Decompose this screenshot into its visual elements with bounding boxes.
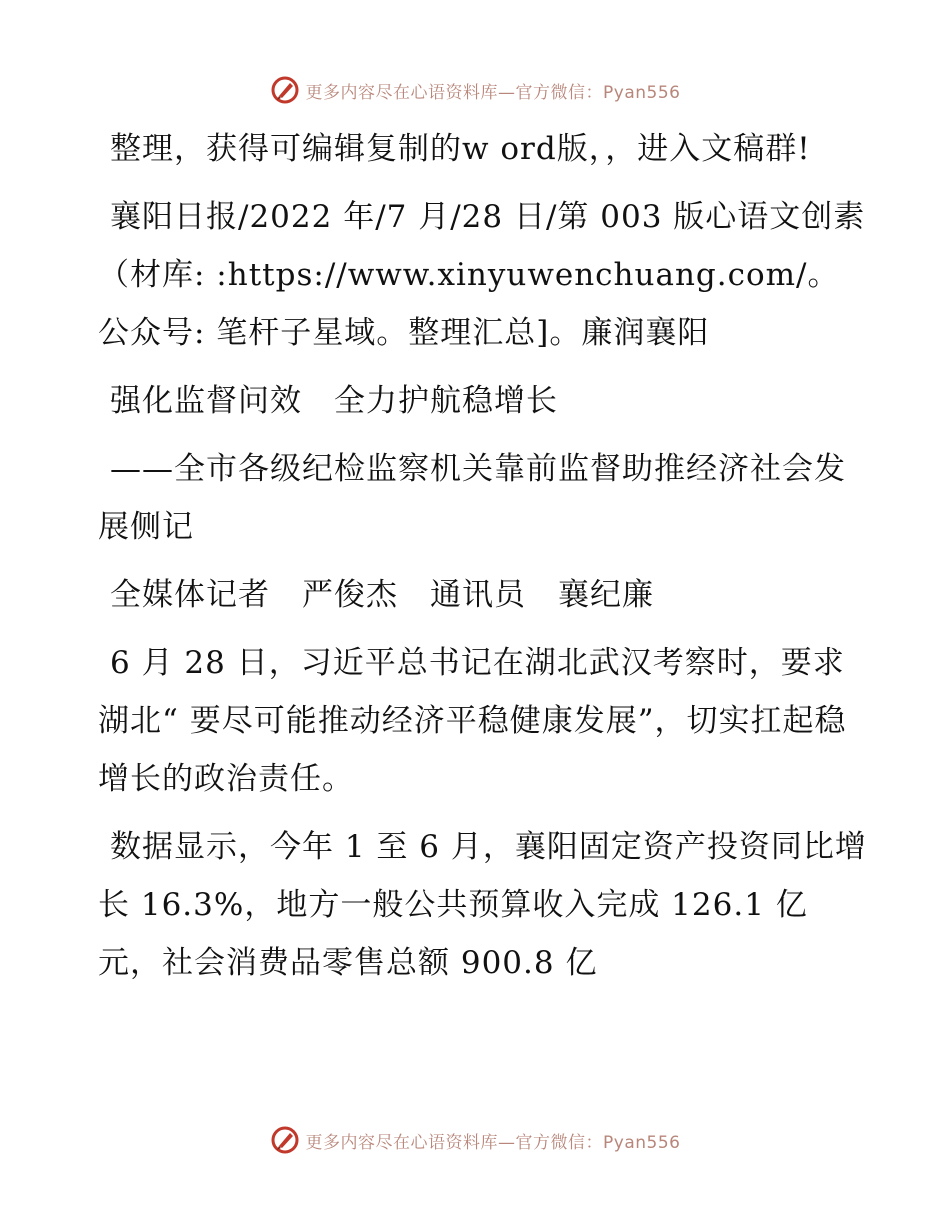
article-subtitle: ——全市各级纪检监察机关靠前监督助推经济社会发展侧记 [98,451,846,545]
footer-watermark [0,1120,950,1160]
pen-logo-icon [270,75,300,105]
paragraph-body-2: 数据显示，今年 1 至 6 月，襄阳固定资产投资同比增长 16.3%，地方一般公共预算收入完成 126.1 亿元，社会消费品零售总额 900.8 亿 [98,829,867,981]
header-watermark [0,70,950,110]
watermark-text: 更多内容尽在心语资料库—官方微信：Pyan556 [305,82,681,103]
paragraph-source: 襄阳日报/2022 年/7 月/28 日/第 003 版心语文创素（材库: :https://www.xinyuwenchuang.com/。公众号: 笔杆子星域。整理汇总]。廉润襄阳 [98,199,866,351]
paragraph-body-1: 6 月 28 日，习近平总书记在湖北武汉考察时，要求湖北“ 要尽可能推动经济平稳健康发展”，切实扛起稳增长的政治责任。 [98,645,847,797]
pen-logo-icon [270,1125,300,1155]
document-body [98,120,868,1002]
article-title: 强化监督问效 全力护航稳增长 [110,383,558,419]
watermark-text: 更多内容尽在心语资料库—官方微信：Pyan556 [305,1132,681,1153]
article-byline: 全媒体记者 严俊杰 通讯员 襄纪廉 [110,577,654,613]
paragraph-intro: 整理，获得可编辑复制的w ord版，，进入文稿群! [110,131,811,167]
